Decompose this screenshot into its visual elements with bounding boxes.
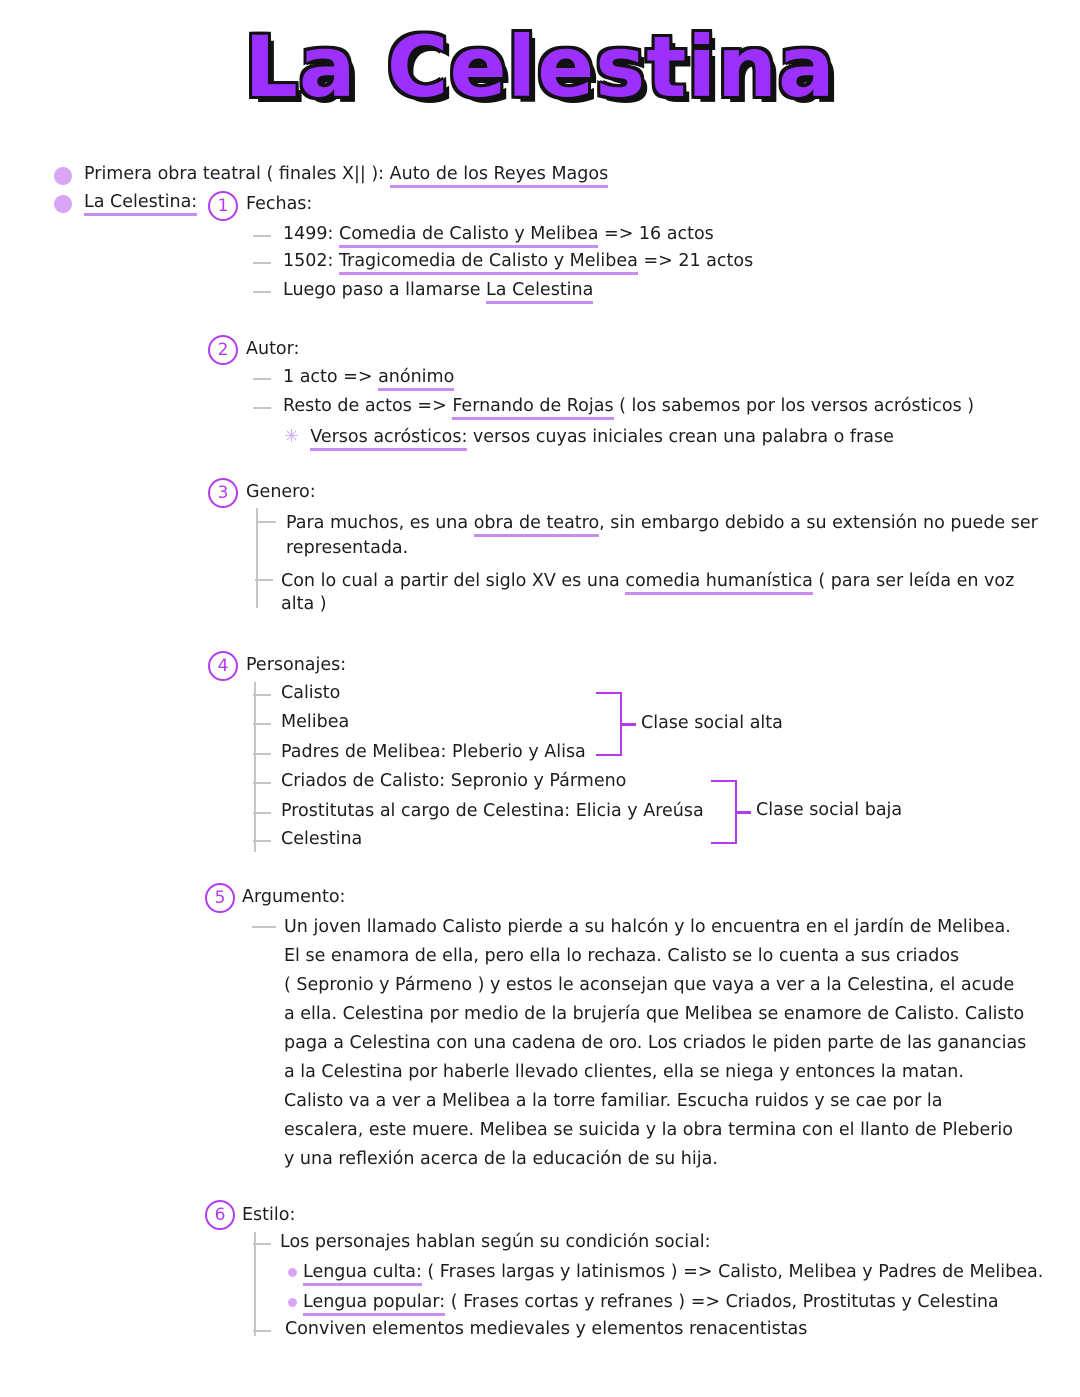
estilo-line-2: Conviven elementos medievales y elementos renacentistas: [285, 1319, 808, 1339]
personaje-item: Criados de Calisto: Sepronio y Pármeno: [281, 771, 627, 791]
personaje-item: Padres de Melibea: Pleberio y Alisa: [281, 742, 586, 762]
section-heading-autor: Autor:: [246, 339, 300, 359]
asterisk-icon: ✳: [284, 426, 300, 447]
autor-line-2: Resto de actos => Fernando de Rojas ( los sabemos por los versos acrósticos ): [283, 396, 974, 416]
section-number-5: 5: [205, 883, 235, 913]
bullet-dot: [54, 195, 72, 213]
argumento-line: paga a Celestina con una cadena de oro. Los criados le piden parte de las ganancias: [284, 1033, 1027, 1053]
personaje-item: Melibea: [281, 712, 350, 732]
dash: [253, 262, 271, 264]
clase-baja-label: Clase social baja: [756, 800, 903, 820]
dash: [253, 723, 271, 725]
dash: [258, 521, 276, 523]
argumento-line: Calisto va a ver a Melibea a la torre familiar. Escucha ruidos y se cae por la: [284, 1091, 943, 1111]
dash: [253, 291, 271, 293]
argumento-line: y una reflexión acerca de la educación de su hija.: [284, 1149, 718, 1169]
argumento-line: ( Sepronio y Pármeno ) y estos le aconsejan que vaya a ver a la Celestina, el acude: [284, 975, 1015, 995]
bullet-dot: [54, 167, 72, 185]
celestina-label: La Celestina:: [84, 192, 197, 216]
autor-line-1: 1 acto => anónimo: [283, 367, 454, 387]
argumento-line: El se enamora de ella, pero ella lo rechaza. Calisto se lo cuenta a sus criados: [284, 946, 960, 966]
argumento-line: Un joven llamado Calisto pierde a su halcón y lo encuentra en el jardín de Melibea.: [284, 917, 1011, 937]
section-number-6: 6: [205, 1200, 235, 1230]
dash: [253, 235, 271, 237]
intro-primera-line: [84, 164, 608, 184]
section-heading-genero: Genero:: [246, 482, 316, 502]
genero-p2-line1: Con lo cual a partir del siglo XV es una comedia humanística ( para ser leída en voz: [281, 571, 1014, 591]
bracket-alta: [596, 692, 622, 756]
dash: [253, 782, 271, 784]
argumento-line: a la Celestina por haberle llevado clientes, ella se niega y entonces la matan.: [284, 1062, 964, 1082]
section-heading-argumento: Argumento:: [242, 887, 346, 907]
dash: [253, 694, 271, 696]
primera-label: Primera obra teatral ( finales X|| ):: [84, 164, 390, 184]
bullet-dot: [288, 1268, 297, 1277]
estilo-line-1: Los personajes hablan según su condición social:: [280, 1232, 711, 1252]
genero-p1-line1: Para muchos, es una obra de teatro, sin embargo debido a su extensión no puede ser: [286, 513, 1038, 533]
dash: [252, 926, 276, 928]
argumento-line: escalera, este muere. Melibea se suicida y la obra termina con el llanto de Pleberio: [284, 1120, 1014, 1140]
dash: [253, 753, 271, 755]
dash: [253, 812, 271, 814]
autor-acrosticos: ✳ Versos acrósticos: versos cuyas iniciales crean una palabra o frase: [284, 426, 894, 447]
section-number-4: 4: [208, 651, 238, 681]
dash: [255, 579, 273, 581]
page-title: La Celestina: [244, 18, 836, 116]
fecha-renamed: Luego paso a llamarse La Celestina: [283, 280, 593, 300]
estilo-lengua-popular: Lengua popular: ( Frases cortas y refranes ) => Criados, Prostitutas y Celestina: [303, 1292, 999, 1312]
section-heading-estilo: Estilo:: [242, 1205, 296, 1225]
section-number-2: 2: [208, 335, 238, 365]
dash: [253, 378, 271, 380]
section-number-3: 3: [208, 478, 238, 508]
primera-value: Auto de los Reyes Magos: [390, 164, 609, 188]
estilo-lengua-culta: Lengua culta: ( Frases largas y latinismos ) => Calisto, Melibea y Padres de Melibea.: [303, 1262, 1043, 1282]
bracket-baja: [711, 780, 737, 844]
section-heading-personajes: Personajes:: [246, 655, 347, 675]
fecha-1499: 1499: Comedia de Calisto y Melibea => 16 actos: [283, 224, 714, 244]
personaje-item: Celestina: [281, 829, 363, 849]
bullet-dot: [288, 1298, 297, 1307]
genero-p2-line2: alta ): [281, 594, 327, 614]
dash: [253, 407, 271, 409]
section-number-1: 1: [208, 191, 238, 221]
personaje-item: Calisto: [281, 683, 341, 703]
dash: [253, 840, 271, 842]
argumento-line: a ella. Celestina por medio de la brujería que Melibea se enamore de Calisto. Calisto: [284, 1004, 1025, 1024]
dash: [253, 1243, 271, 1245]
dash: [253, 1330, 271, 1332]
section-heading-fechas: Fechas:: [246, 194, 313, 214]
clase-alta-label: Clase social alta: [641, 713, 783, 733]
genero-p1-line2: representada.: [286, 538, 409, 558]
fecha-1502: 1502: Tragicomedia de Calisto y Melibea => 21 actos: [283, 251, 753, 271]
personaje-item: Prostitutas al cargo de Celestina: Elicia y Areúsa: [281, 801, 704, 821]
